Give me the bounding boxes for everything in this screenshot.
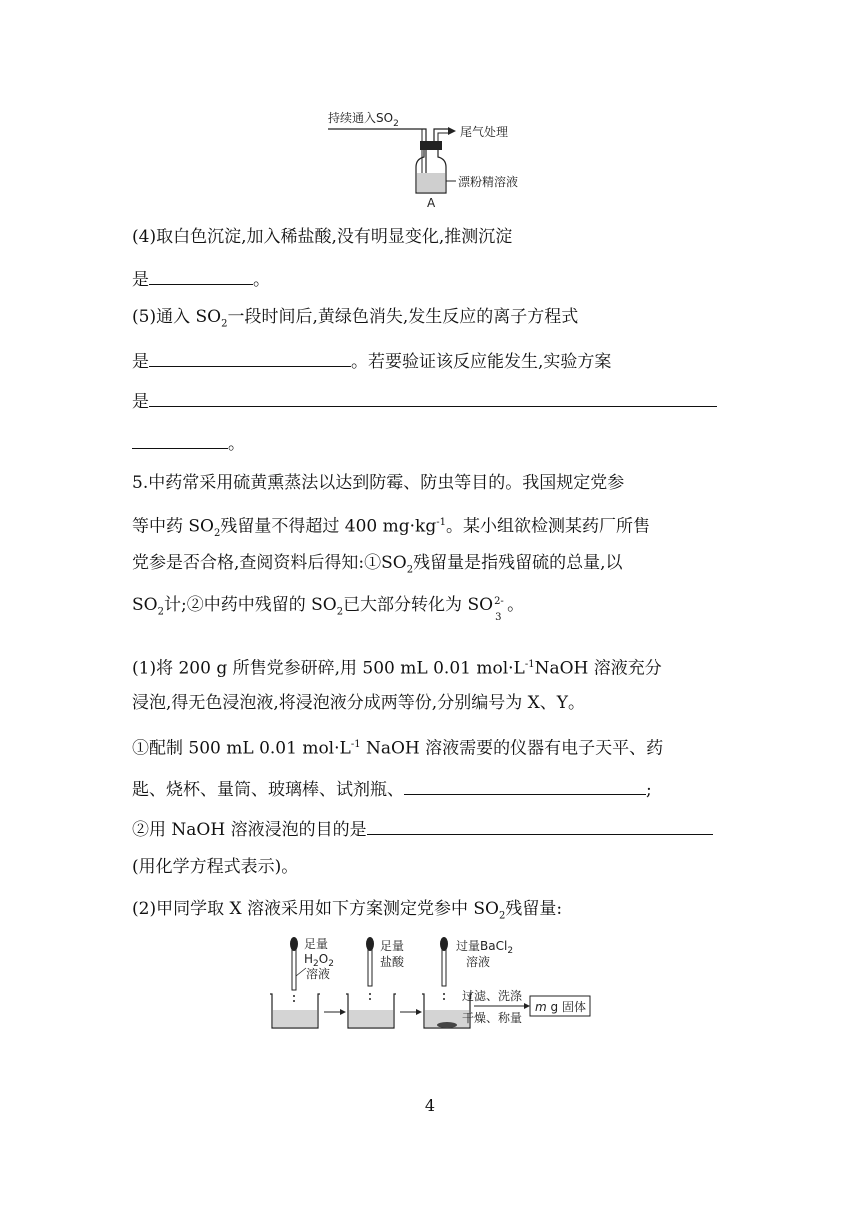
dropper-1 bbox=[290, 937, 298, 1002]
p5-1-line6: (用化学方程式表示)。 bbox=[132, 857, 299, 877]
q5-line3: 是 bbox=[132, 388, 717, 413]
arrow-icon bbox=[448, 127, 456, 135]
step2-label-a: 足量 bbox=[380, 939, 405, 953]
p5-2-line1: (2)甲同学取 X 溶液采用如下方案测定党参中 $SO_2$残留量: bbox=[132, 899, 563, 922]
experiment-flow-figure bbox=[262, 936, 602, 1036]
p5-1-line2: 浸泡,得无色浸泡液,将浸泡液分成两等份,分别编号为 X、Y。 bbox=[132, 693, 585, 713]
stopper bbox=[420, 141, 442, 150]
step3-label-b: 溶液 bbox=[466, 955, 491, 969]
answer-blank[interactable] bbox=[149, 348, 351, 367]
result-label: m g 固体 bbox=[535, 1000, 586, 1014]
answer-blank[interactable] bbox=[149, 388, 717, 407]
apparatus-figure-a bbox=[320, 105, 550, 210]
liquid-label: 漂粉精溶液 bbox=[458, 175, 519, 189]
p5-line4: $SO_2$计;②中药中残留的 $SO_2$已大部分转化为 SO 2- 3 。 bbox=[132, 595, 525, 623]
arrow-icon bbox=[416, 1009, 422, 1015]
p5-1-line5: ②用 NaOH 溶液浸泡的目的是 bbox=[132, 816, 713, 841]
outlet-label: 尾气处理 bbox=[460, 125, 509, 139]
bottle-liquid bbox=[417, 173, 445, 192]
p5-1-line1: (1)将 200 g 所售党参研碎,用 500 mL 0.01 $mol\cdot L^{-1}NaOH$ 溶液充分 bbox=[132, 658, 662, 679]
step4-label-b: 干燥、称量 bbox=[462, 1011, 523, 1025]
arrow-icon bbox=[524, 1003, 530, 1009]
arrow-icon bbox=[340, 1009, 346, 1015]
p5-line3: 党参是否合格,查阅资料后得知$:①SO_2$残留量是指残留硫的总量,以 bbox=[132, 553, 623, 576]
step1-label-a: 足量 bbox=[304, 937, 329, 951]
precipitate bbox=[437, 1022, 457, 1028]
q5-line1: (5)通入 $SO_2$一段时间后,黄绿色消失,发生反应的离子方程式 bbox=[132, 307, 579, 330]
step3-label-a: 过量BaCl$_2$ bbox=[456, 939, 514, 956]
q4-line2: 是 。 bbox=[132, 266, 270, 291]
step1-label-b: $H_2O_2$ bbox=[304, 952, 334, 969]
answer-blank[interactable] bbox=[404, 776, 646, 795]
dropper-3 bbox=[440, 937, 448, 1000]
answer-blank[interactable] bbox=[149, 266, 253, 285]
vessel-label: A bbox=[427, 196, 436, 210]
answer-blank[interactable] bbox=[367, 816, 713, 835]
dropper-2 bbox=[366, 937, 374, 1000]
page-number: 4 bbox=[424, 1096, 436, 1115]
q5-line2: 是 。若要验证该反应能发生,实验方案 bbox=[132, 348, 611, 373]
step2-label-b: 盐酸 bbox=[380, 955, 405, 969]
answer-blank[interactable] bbox=[132, 430, 228, 449]
q4-line1: (4)取白色沉淀,加入稀盐酸,没有明显变化,推测沉淀 bbox=[132, 227, 513, 247]
p5-line2: 等中药 $SO_2$残留量不得超过 400 $mg\cdot kg^{-1}$。某小组欲检测某药厂所售 bbox=[132, 516, 650, 540]
step1-label-c: 溶液 bbox=[306, 967, 331, 981]
inlet-label: 持续通入$SO_2$ bbox=[328, 111, 399, 129]
step4-label-a: 过滤、洗涤 bbox=[462, 989, 523, 1003]
p5-1-line3: ①配制 500 mL 0.01 $mol\cdot L^{-1}$ NaOH 溶液需要的仪器有电子天平、药 bbox=[132, 738, 664, 759]
p5-line1: 5.中药常采用硫黄熏蒸法以达到防霉、防虫等目的。我国规定党参 bbox=[132, 473, 625, 493]
p5-1-line4: 匙、烧杯、量筒、玻璃棒、试剂瓶、 ; bbox=[132, 776, 652, 801]
q5-line4: 。 bbox=[132, 430, 245, 455]
